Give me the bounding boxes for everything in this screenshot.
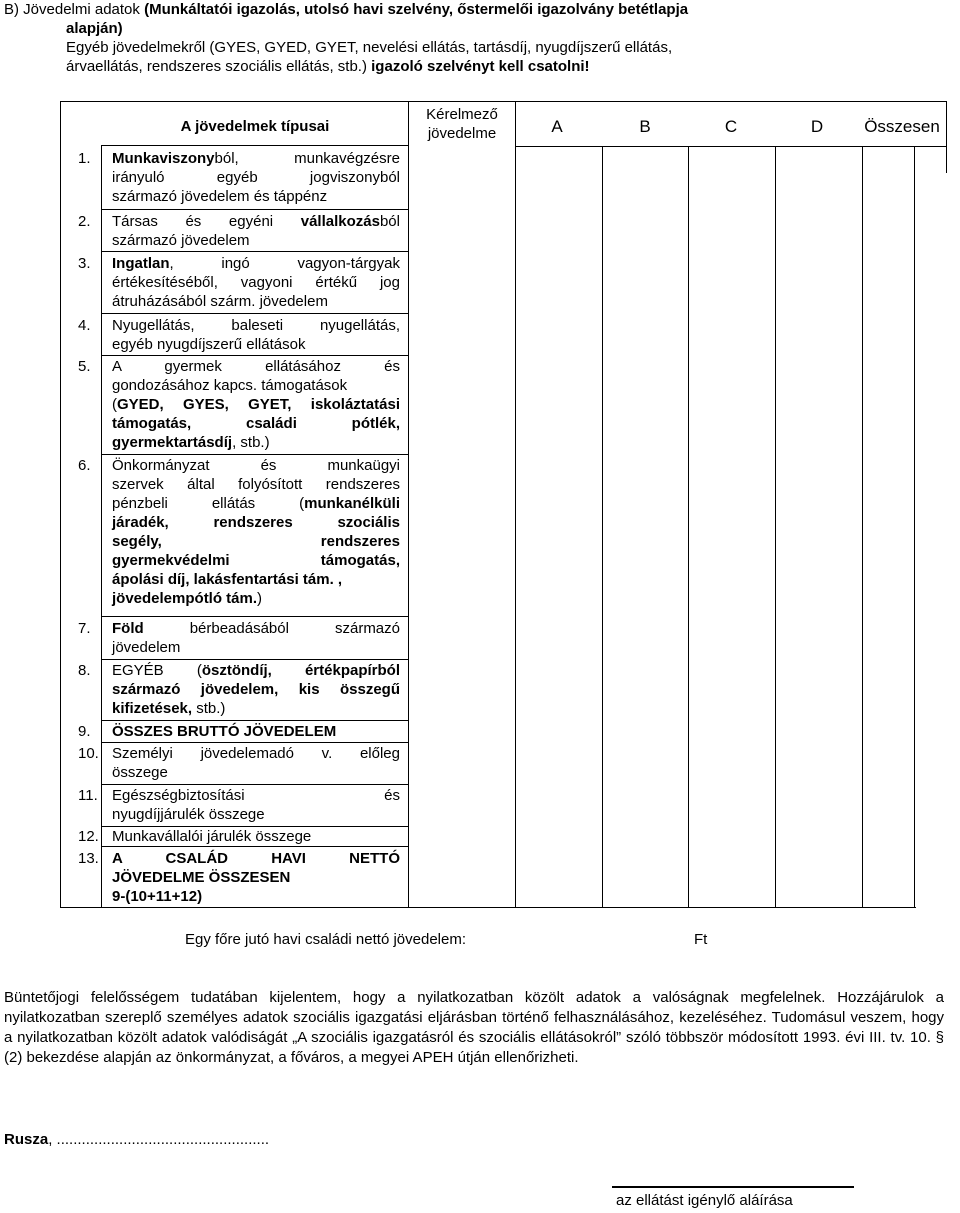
per-capita-label: Egy főre jutó havi családi nettó jövedelem: [185, 931, 466, 948]
declaration-text: Büntetőjogi felelősségem tudatában kijelentem, hogy a nyilatkozatban közölt adatok a valóságnak megfelelnek. Hozzájárulok a nyilatkozatban szereplő személyes adatok szociális igazgatási eljárásban történő felhasználásához, kezeléséhez. Tudomásul veszem, hogy a nyilatkozatban közölt adatok valódiságát „A szociális igazgatásról és szociális ellátásokról” szóló többször módosított 1993. évi III. tv. 10. § (2) bekezdése alapján az önkormányzat, a főváros, a megyei APEH útján ellenőrizheti. [4, 989, 944, 1066]
header-line-1: B) Jövedelmi adatok (Munkáltatói igazolás, utolsó havi szelvény, őstermelői igazolvány betétlapja [4, 1, 689, 18]
header-line-4: árvaellátás, rendszeres szociális ellátás, stb.) igazoló szelvényt kell csatolni! [66, 58, 590, 75]
place-date-line: Rusza, ................................................... [4, 1131, 270, 1148]
column-header-a: A [551, 117, 563, 136]
column-header-b: B [639, 117, 651, 136]
signature-label: az ellátást igénylő aláírása [616, 1192, 793, 1209]
column-header-applicant: Kérelmező jövedelme [426, 106, 498, 142]
column-header-total: Összesen [864, 117, 940, 136]
header-line-2: alapján) [66, 20, 123, 37]
per-capita-unit: Ft [694, 931, 708, 948]
column-header-c: C [724, 117, 738, 136]
column-header-d: D [810, 117, 824, 136]
section-header [4, 0, 946, 76]
signature-line [612, 1186, 854, 1188]
header-line-3: Egyéb jövedelmekről (GYES, GYED, GYET, nevelési ellátás, tartásdíj, nyugdíjszerű ellátás, [66, 39, 673, 56]
column-header-types: A jövedelmek típusai [180, 118, 330, 135]
